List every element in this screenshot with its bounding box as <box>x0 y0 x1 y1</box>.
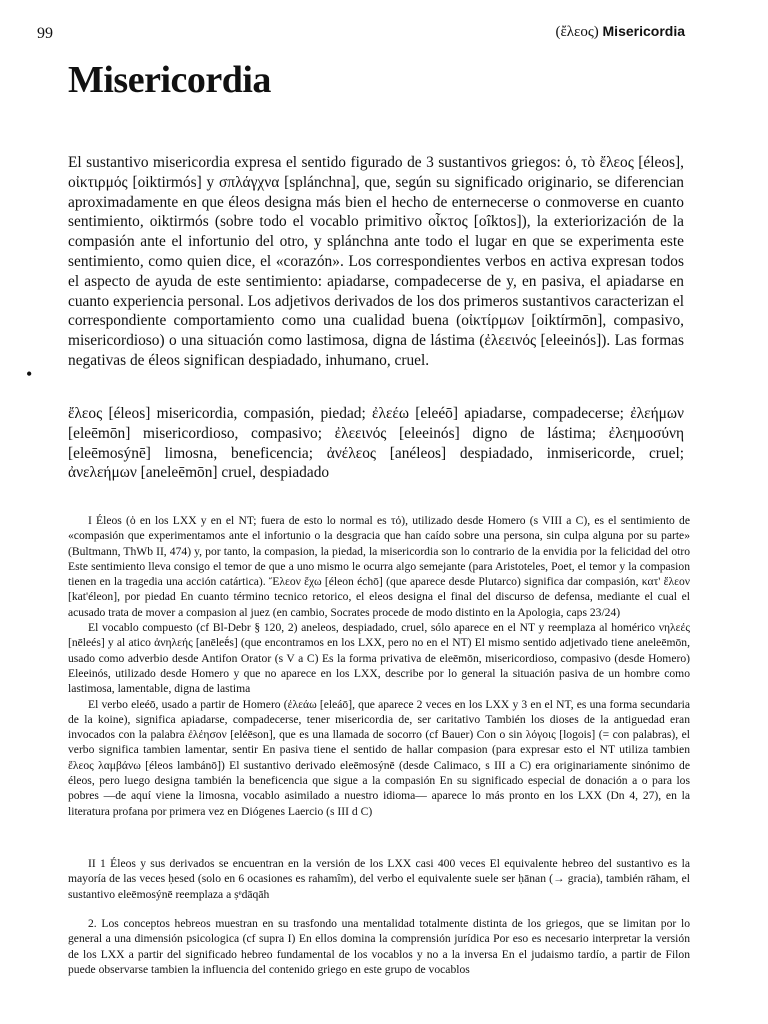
page-number: 99 <box>37 25 53 42</box>
section-ii-2 <box>68 916 690 977</box>
section-ii-1-paragraph: II 1 Éleos y sus derivados se encuentran en la versión de los LXX casi 400 veces El equivalente hebreo del sustantivo es la mayoría de las veces ḥesed (solo en 6 ocasiones es rahamîm), del verbo el equivalente suele ser ḥānan (→ gracia), también rāham, el sustantivo eleēmosýnē reemplaza a ṣᵉdāqāh <box>68 857 690 901</box>
section-i-paragraph-2: El vocablo compuesto (cf Bl-Debr § 120, 2) aneleos, despiadado, cruel, sólo aparece en el NT y reemplaza al homérico νηλεές [nēleés] y al atico ἀνηλεής [anēleḗs] (que encontramos en los LXX, pero no en el NT) El mismo sentido adjetivado tiene aneleēmōn, usado como adverbio desde Antifon Orator (s V a C) Es la forma privativa de eleēmōn, misericordioso, compasivo (desde Homero) Eleeinós, utilizado desde Homero y que no aparece en los LXX, describe por lo general la situación pasiva de un hombre como lastimosa, lamentable, digna de lastima <box>68 621 690 696</box>
running-head <box>555 23 685 41</box>
running-head-title: Misericordia <box>602 23 685 39</box>
section-i-paragraph-1: I Éleos (ὁ en los LXX y en el NT; fuera de esto lo normal es τό), utilizado desde Homero (s VIII a C), es el sentimiento de «compasión que experimentamos ante el infortunio o la desgracia que han caído sobre una persona, sin culpa alguna por su parte» (Bultmann, ThWb II, 474) y, por tanto, la compasion, la piedad, la misericordia son lo contrario de la envidia por la felicidad del otro Este sentimiento lleva consigo el temor de que a uno mismo le ocurra algo semejante (para Aristoteles, Poet, el temor y la compasion tienen en la tragedia una acción catártica). Ἔλεον ἔχω [éleon échō] (que aparece desde Plutarco) significa dar compasión, κατ' ἔλεον [kat'éleon], por piedad En cuanto término tecnico retorico, el eleos designa el final del discurso de defensa, mediante el cual el acusado trata de mover a compasion al juez (en cambio, Socrates procede de modo distinto en la Apologia, caps 23/24) <box>68 514 690 619</box>
section-i-paragraph-3: El verbo eleéō, usado a partir de Homero (ἐλεάω [eleáō], que aparece 2 veces en los LXX y 3 en el NT, es una forma secundaria de la koine), significa apiadarse, compadecerse, tener misericordia de, ser caritativo También los dioses de la antiguedad eran invocados con la palabra ἐλέησον [eléēson], que es una llamada de socorro (cf Bauer) Con o sin λόγοις [logois] (= con palabras), el verbo significa tambien lamentar, sentir En pasiva tiene el sentido de hallar compasion (para expresar esto el NT utiliza tambien ἔλεος λαμβάνω [éleos lambánō]) El sustantivo derivado eleēmosýnē (desde Calimaco, s III a C) era originariamente sinónimo de éleos, pero luego designa también la beneficencia que sigue a la compasión En su significado especial de donación a o para los pobres —de aquí viene la limosna, vocablo asimilado a nuestro idioma— aparece lo más pronto en los LXX (Dn 4, 27), en la literatura profana por primera vez en Diógenes Laercio (s III d C) <box>68 697 690 818</box>
margin-mark: • <box>26 364 33 384</box>
intro-paragraph: El sustantivo misericordia expresa el sentido figurado de 3 sustantivos griegos: ὁ, τὸ ἔλεος [éleos], οἰκτιρμός [oiktirmós] y σπλάγχνα [splánchna], que, según su significado originario, se diferencian aproximadamente en que éleos designa más bien el hecho de enternecerse o conmoverse en cuanto sentimiento, oiktirmós (sobre todo el vocablo primitivo οἶκτος [oîktos]), la exteriorización de la compasión ante el infortunio del otro, y splánchna ante todo el lugar en que se experimenta este sentimiento, como quien dice, el «corazón». Los correspondientes verbos en activa expresan todos el aspecto de ayuda de este sentimiento: apiadarse, compadecerse de y, en pasiva, el apiadarse en cuanto experiencia personal. Los adjetivos derivados de los dos primeros sustantivos caracterizan el correspondiente comportamiento como una cualidad buena (οἰκτίρμων [oiktírmōn], compasivo, misericordioso) o una situación como lastimosa, digna de lástima (ἐλεεινός [eleeinós]). Las formas negativas de éleos significan despiadado, inhumano, cruel. <box>68 154 684 369</box>
section-ii-2-paragraph: 2. Los conceptos hebreos muestran en su trasfondo una mentalidad totalmente distinta de los griegos, que se limitan por lo general a una dimensión psicologica (cf supra I) En ellos domina la comprensión jurídica Por eso es necesario interpretar la versión de los LXX a partir del significado hebreo fundamental de los vocablos y no a la inversa En el judaismo tardío, a partir de Filon puede observarse tambien la influencia del contenido griego en este grupo de vocablos <box>68 917 690 976</box>
page-title: Misericordia <box>68 59 271 101</box>
vocabulary-list: ἔλεος [éleos] misericordia, compasión, piedad; ἐλεέω [eleéō] apiadarse, compadecerse; ἐλεήμων [eleēmōn] misericordioso, compasivo; ἐλεεινός [eleeinós] digno de lástima; ἐλεημοσύνη [eleēmosýnē] limosna, beneficencia; ἀνέλεος [anéleos] despiadado, inmisericorde, cruel; ἀνελεήμων [aneleēmōn] cruel, despiadado <box>68 405 684 482</box>
section-i <box>68 513 690 819</box>
section-ii-1 <box>68 856 690 902</box>
running-head-greek: (ἔλεος) <box>555 24 599 40</box>
